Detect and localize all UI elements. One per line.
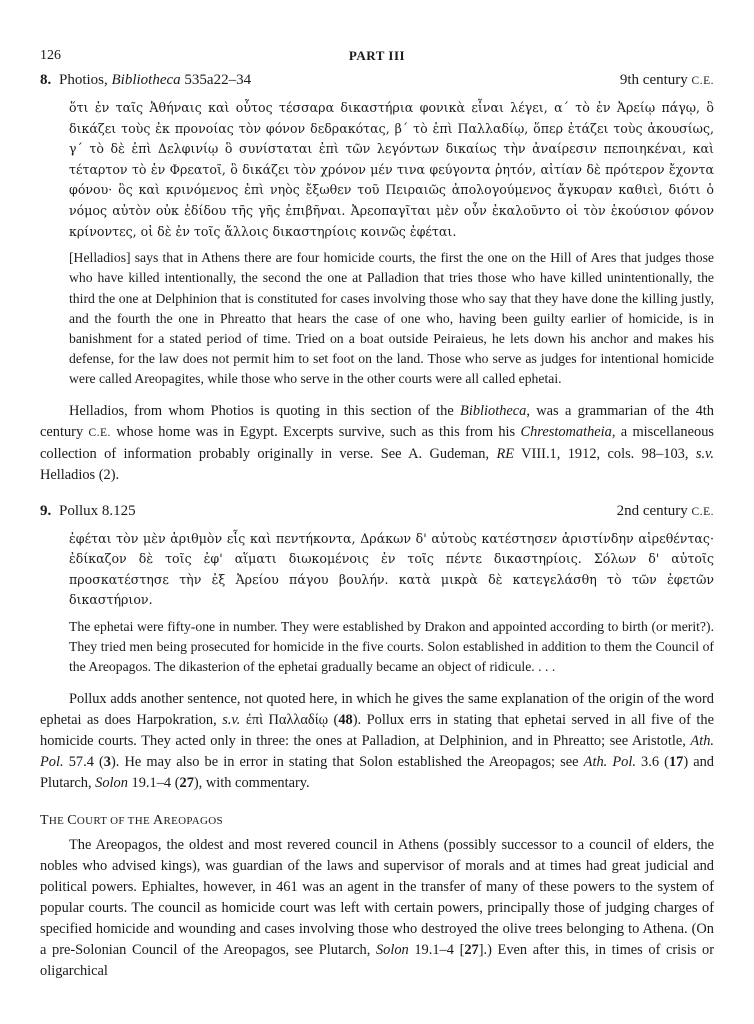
- c8-i3: RE: [496, 445, 515, 462]
- c9-t9: ), with commentary.: [193, 774, 310, 791]
- sh-small1: HE: [48, 814, 68, 827]
- sh-cap2: C: [67, 812, 77, 828]
- entry-8-author: Photios,: [59, 72, 112, 88]
- c9-i1: s.v.: [222, 711, 241, 728]
- c8-t6: Helladios (2).: [40, 466, 120, 483]
- c8-t5: VIII.1, 1912, cols. 98–103,: [514, 445, 696, 462]
- entry-9-date-era: C.E.: [691, 505, 714, 518]
- entry-9-translation: The ephetai were fifty-one in number. They were established by Drakon and appointed according to birth (or merit?). They tried men being prosecuted for homicide in the five courts. Solon established in addition to them the Council of the Areopagos. The dikasterion of the ephetai gradually became an object of ridicule. . . .: [69, 618, 714, 675]
- c9-i4: Solon: [95, 774, 128, 791]
- entry-9-date: [617, 501, 714, 522]
- c8-t4: , a miscellaneous collection of information probably originally in verse. See A. Gudeman,: [40, 423, 715, 462]
- entry-8-date: [620, 70, 714, 91]
- c9-t6: 3.6 (: [635, 753, 669, 770]
- entry-9-date-text: 2nd century: [616, 502, 692, 519]
- c9-t8: 19.1–4 (: [127, 774, 180, 791]
- section-paragraph: [40, 835, 714, 982]
- sp-i1: Solon: [375, 941, 409, 958]
- entry-9-commentary: [40, 689, 714, 794]
- entry-9-source: [40, 501, 136, 521]
- c9-t3: ). Pollux errs in stating that ephetai served in all five of the homicide courts. They acted only in three: the ones at Palladion, at Delphinion, and in Phreatto; see Aristotle,: [40, 711, 714, 749]
- sp-t3: ].) Even after this, in times of crisis or oligarchical: [40, 941, 714, 979]
- sh-small3: REOPAGOS: [163, 814, 223, 827]
- running-head: [40, 48, 714, 70]
- c9-t2: ἐπὶ Παλλαδίῳ (: [240, 711, 339, 728]
- entry-9-heading: [40, 501, 714, 522]
- entry-8-greek-text: ὅτι ἐν ταῖς Ἀθήναις καὶ οὗτος τέσσαρα δικαστήρια φονικὰ εἶναι λέγει, α΄ τὸ ἐν Ἀρείῳ πάγῳ, ὃ δικάζει τοὺς ἐκ προνοίας τὸν φόνον δεδρακότας, β΄ τὸ ἐπὶ Παλλαδίῳ, ὅπερ ἐτάζει τοὺς ἀκουσίως, γ΄ τὸ δὲ ἐπὶ Δελφινίῳ ὃ συνίσταται ἐπὶ τῶν λεγόντων δικαίως τὴν ἀναίρεσιν πεποιηκέναι, καὶ τέταρτον τὸ ἐν Φρεατοῖ, ὃ δικάζει τὸν χρόνον μέν τινα φεύγοντα ῥητόν, αἰτίαν δὲ πρότερον ἔχοντα φόνου· ὃς καὶ κρινόμενος ἐπὶ νηὸς ἔξωθεν τοῦ Πειραιῶς ἀπολογούμενος ἄγκυραν καθιεὶ, διότι ὁ νόμος αὐτὸν οὐκ ἐδίδου τῆς γῆς ἐπιβῆναι. Ἀρεοπαγῖται μὲν οὖν ἐκαλοῦντο οἱ τὸν ἑκούσιον φόνον κρίνοντες, οἱ δὲ ἐν τοῖς ἄλλοις δικαστηρίοις κοινῶς ἐφέται.: [69, 100, 714, 239]
- sp-b1: 27: [464, 941, 479, 958]
- c9-t1: Pollux adds another sentence, not quoted here, in which he gives the same explanation of the origin of the word ephetai as does Harpokration,: [40, 690, 714, 728]
- c8-i4: s.v.: [695, 445, 714, 462]
- c9-b4: 27: [179, 774, 194, 791]
- entry-9-source-text: Pollux 8.125: [59, 502, 136, 519]
- sp-t1: The Areopagos, the oldest and most revered council in Athens (possibly successor to a council of elders, the nobles who advised kings), was guardian of the laws and supervisor of morals and at times had great judicial and political powers. Ephialtes, however, in 461 was an agent in the transfer of many of these powers to the system of popular courts. The council as homicide court was left with certain powers, principally those of judging charges of specified homicide and wounding and cases involving those who destroyed the olive trees belonging to Athena. (On a pre-Solonian Council of the Areopagos, see Plutarch,: [40, 836, 714, 958]
- sh-cap3: A: [153, 812, 164, 828]
- entry-8-number: 8.: [40, 72, 52, 88]
- c8-sc1: C.E.: [88, 426, 111, 439]
- sp-t2: 19.1–4 [: [408, 941, 465, 958]
- c9-b3: 17: [668, 753, 684, 770]
- entry-8-source: [40, 70, 251, 90]
- entry-8-work: Bibliotheca: [111, 72, 181, 88]
- book-page: [40, 48, 714, 982]
- entry-8-ref: 535a22–34: [180, 72, 252, 88]
- page-number: 126: [40, 48, 61, 63]
- entry-8-date-era: C.E.: [691, 75, 714, 87]
- entry-9-number: 9.: [40, 502, 52, 519]
- entry-8-commentary: [40, 401, 714, 486]
- c8-t1: Helladios, from whom Photios is quoting in this section of the: [69, 402, 461, 419]
- sh-cap1: T: [40, 812, 49, 828]
- c9-b2: 3: [103, 753, 111, 770]
- sh-small2: OURT OF THE: [76, 814, 154, 827]
- section-heading: [40, 811, 714, 831]
- c8-t3: whose home was in Egypt. Excerpts survive, such as this from his: [110, 423, 521, 440]
- c8-i1: Bibliotheca: [460, 402, 527, 419]
- entry-8-translation: [Helladios] says that in Athens there are four homicide courts, the first the one on the Hill of Ares that judges those who have killed intentionally, the second the one at Palladion that tries those who have killed unintentionally, the third the one at Delphinion that is constituted for cases involving those who say that they have done the killing justly, and the fourth the one in Phreatto that hears the case of one who, having been guilty earlier of homicide, is in banishment for a stated period of time. Tried on a boat outside Peiraieus, he lets down his anchor and makes his defense, for the law does not permit him to set foot on the land. Those who serve as judges for intentional homicide were called Areopagites, while those who serve in the other courts were all called ephetai.: [69, 250, 714, 387]
- c9-t7: ) and Plutarch,: [40, 753, 715, 791]
- c9-i2: Ath. Pol.: [40, 732, 714, 770]
- c8-t2: , was a grammarian of the 4th century: [40, 402, 714, 440]
- c8-i2: Chrestomatheia: [520, 423, 612, 440]
- c9-t5: ). He may also be in error in stating that Solon established the Areopagos; see: [111, 753, 584, 770]
- entry-8-heading: [40, 70, 714, 91]
- entry-8-date-text: 9th century: [619, 72, 692, 88]
- part-label: PART III: [348, 48, 406, 63]
- c9-i3: Ath. Pol.: [583, 753, 636, 770]
- c9-t4: 57.4 (: [63, 753, 104, 770]
- c9-b1: 48: [338, 711, 353, 728]
- entry-9-greek-text: ἐφέται τὸν μὲν ἀριθμὸν εἷς καὶ πεντήκοντα, Δράκων δ' αὐτοὺς κατέστησεν ἀριστίνδην αἱρεθέντας· ἐδίκαζον δὲ τοῖς ἐφ' αἵματι διωκομένοις ἐν τοῖς πέντε δικαστηρίοις. Σόλων δ' αὐτοῖς προσκατέστησε τὴν ἐξ Ἀρείου πάγου βουλήν. κατὰ μικρὰ δὲ κατεγελάσθη τὸ τῶν ἐφετῶν δικαστήριον.: [69, 530, 714, 608]
